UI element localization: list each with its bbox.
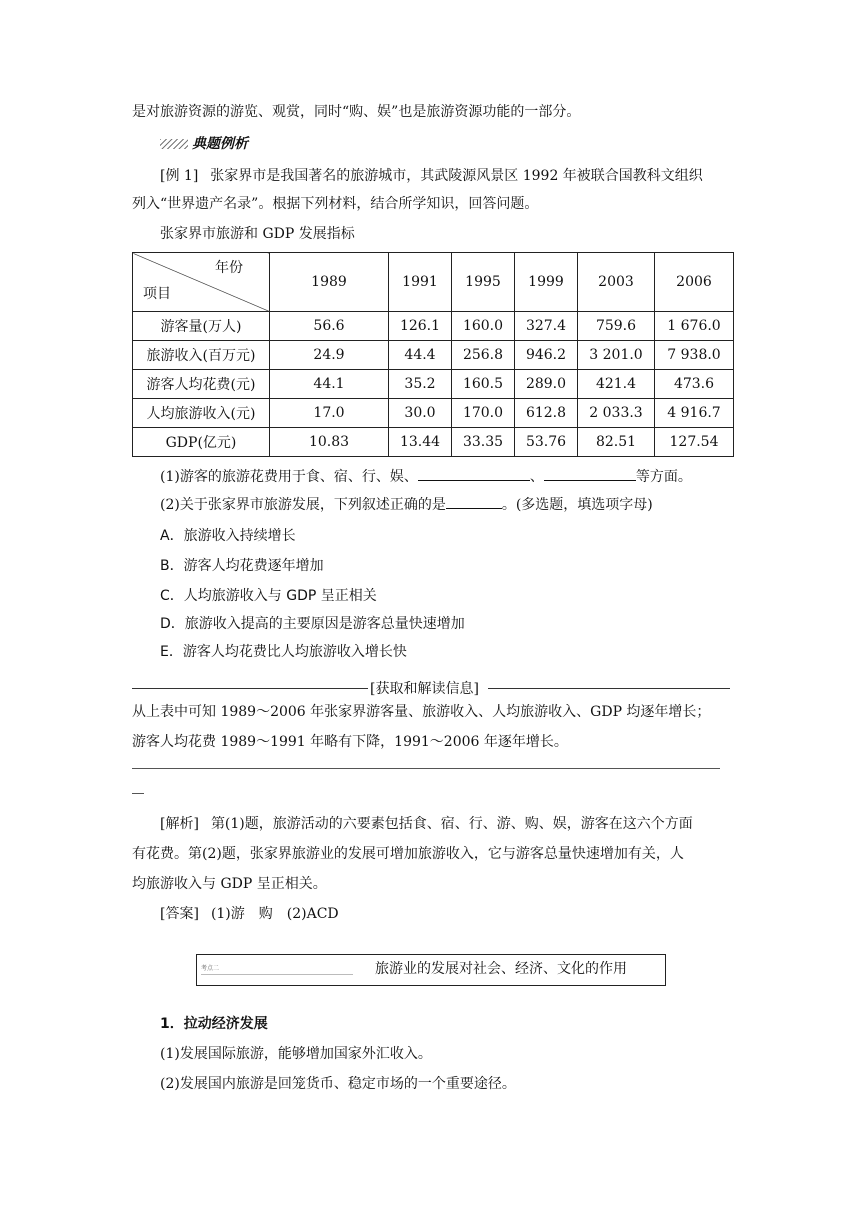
table-cell: 612.8 xyxy=(515,399,578,428)
table-cell: 126.1 xyxy=(389,312,452,341)
hatch-decoration-icon xyxy=(160,139,188,149)
topic-tag: 考点二 xyxy=(201,964,353,975)
table-cell: 473.6 xyxy=(655,370,734,399)
table-cell: 421.4 xyxy=(578,370,655,399)
table-cell: 44.1 xyxy=(270,370,389,399)
table-cell: 327.4 xyxy=(515,312,578,341)
example-line-2: 列入“世界遗产名录”。根据下列材料，结合所学知识，回答问题。 xyxy=(132,196,539,212)
info-divider xyxy=(132,680,730,696)
example-text-1: 张家界市是我国著名的旅游城市，其武陵源风景区 1992 年被联合国教科文组织 xyxy=(210,168,703,184)
table-cell: 1 676.0 xyxy=(655,312,734,341)
answer-text: (1)游 购 (2)ACD xyxy=(210,906,339,922)
example-line-1 xyxy=(160,166,703,186)
table-cell: 33.35 xyxy=(452,428,515,457)
row-label: 旅游收入(百万元) xyxy=(133,341,270,370)
year-header: 2003 xyxy=(578,253,655,312)
corner-year-label: 年份 xyxy=(215,260,243,276)
table-cell: 289.0 xyxy=(515,370,578,399)
question-2-start: (2)关于张家界市旅游发展，下列叙述正确的是 xyxy=(160,497,446,513)
table-cell: 7 938.0 xyxy=(655,341,734,370)
row-label: 游客人均花费(元) xyxy=(133,370,270,399)
section-heading xyxy=(160,134,248,154)
table-cell: 24.9 xyxy=(270,341,389,370)
question-2-end: 。(多选题，填选项字母) xyxy=(501,497,653,513)
row-label: GDP(亿元) xyxy=(133,428,270,457)
tourism-gdp-table xyxy=(132,252,734,457)
analysis-tag: [解析] xyxy=(160,816,199,832)
table-cell: 35.2 xyxy=(389,370,452,399)
table-cell: 127.54 xyxy=(655,428,734,457)
table-row xyxy=(133,399,734,428)
row-label: 人均旅游收入(元) xyxy=(133,399,270,428)
analysis-line-1 xyxy=(160,814,693,834)
option-a: A．旅游收入持续增长 xyxy=(160,528,296,544)
option-d: D．旅游收入提高的主要原因是游客总量快速增加 xyxy=(160,616,465,632)
table-header-row xyxy=(133,253,734,312)
topic-title: 旅游业的发展对社会、经济、文化的作用 xyxy=(375,961,627,977)
table-cell: 256.8 xyxy=(452,341,515,370)
option-e: E．游客人均花费比人均旅游收入增长快 xyxy=(160,644,407,660)
section-1-paragraph-2: (2)发展国内旅游是回笼货币、稳定市场的一个重要途径。 xyxy=(160,1076,516,1092)
year-header: 1991 xyxy=(389,253,452,312)
separator-line xyxy=(132,768,720,769)
divider-rule xyxy=(132,688,368,689)
info-label: [获取和解读信息] xyxy=(368,678,481,698)
answer-blank[interactable] xyxy=(418,466,530,481)
option-b: B．游客人均花费逐年增加 xyxy=(160,558,324,574)
analysis-line-3: 均旅游收入与 GDP 呈正相关。 xyxy=(132,876,327,892)
analysis-line-2: 有花费。第(2)题，张家界旅游业的发展可增加旅游收入，它与游客总量快速增加有关，人 xyxy=(132,846,684,862)
table-cell: 53.76 xyxy=(515,428,578,457)
answer-blank[interactable] xyxy=(544,466,636,481)
info-line-2: 游客人均花费 1989～1991 年略有下降，1991～2006 年逐年增长。 xyxy=(132,734,568,750)
question-1-start: (1)游客的旅游花费用于食、宿、行、娱、 xyxy=(160,469,418,485)
table-cell: 10.83 xyxy=(270,428,389,457)
table-cell: 13.44 xyxy=(389,428,452,457)
topic-title-box xyxy=(196,954,666,986)
table-cell: 4 916.7 xyxy=(655,399,734,428)
table-cell: 160.0 xyxy=(452,312,515,341)
table-cell: 170.0 xyxy=(452,399,515,428)
table-cell: 30.0 xyxy=(389,399,452,428)
table-row xyxy=(133,312,734,341)
intro-line: 是对旅游资源的游览、观赏，同时“购、娱”也是旅游资源功能的一部分。 xyxy=(132,104,581,120)
table-cell: 3 201.0 xyxy=(578,341,655,370)
info-line-1: 从上表中可知 1989～2006 年张家界游客量、旅游收入、人均旅游收入、GDP 均逐年增长； xyxy=(132,704,711,720)
year-header: 2006 xyxy=(655,253,734,312)
option-c: C．人均旅游收入与 GDP 呈正相关 xyxy=(160,588,377,604)
table-corner-cell xyxy=(133,253,270,312)
answer-tag: [答案] xyxy=(160,906,199,922)
table-cell: 44.4 xyxy=(389,341,452,370)
year-header: 1989 xyxy=(270,253,389,312)
table-cell: 82.51 xyxy=(578,428,655,457)
table-cell: 946.2 xyxy=(515,341,578,370)
year-header: 1995 xyxy=(452,253,515,312)
year-header: 1999 xyxy=(515,253,578,312)
example-tag: [例 1] xyxy=(160,168,199,184)
separator-line-short xyxy=(132,793,144,794)
section-1-paragraph-1: (1)发展国际旅游，能够增加国家外汇收入。 xyxy=(160,1046,432,1062)
divider-rule xyxy=(488,688,730,689)
table-row xyxy=(133,370,734,399)
answer-line xyxy=(160,904,339,924)
table-cell: 17.0 xyxy=(270,399,389,428)
row-label: 游客量(万人) xyxy=(133,312,270,341)
table-cell: 2 033.3 xyxy=(578,399,655,428)
table-cell: 759.6 xyxy=(578,312,655,341)
question-2 xyxy=(160,494,653,515)
table-row xyxy=(133,341,734,370)
table-cell: 56.6 xyxy=(270,312,389,341)
answer-blank[interactable] xyxy=(446,494,502,509)
question-1 xyxy=(160,466,692,487)
section-heading-text: 典题例析 xyxy=(192,136,248,152)
question-1-sep: 、 xyxy=(529,469,544,485)
table-cell: 160.5 xyxy=(452,370,515,399)
corner-item-label: 项目 xyxy=(143,286,171,302)
table-row xyxy=(133,428,734,457)
section-1-heading: 1．拉动经济发展 xyxy=(160,1016,268,1032)
question-1-end: 等方面。 xyxy=(635,469,692,485)
table-caption: 张家界市旅游和 GDP 发展指标 xyxy=(160,226,355,242)
analysis-text-1: 第(1)题，旅游活动的六要素包括食、宿、行、游、购、娱，游客在这六个方面 xyxy=(210,816,693,832)
